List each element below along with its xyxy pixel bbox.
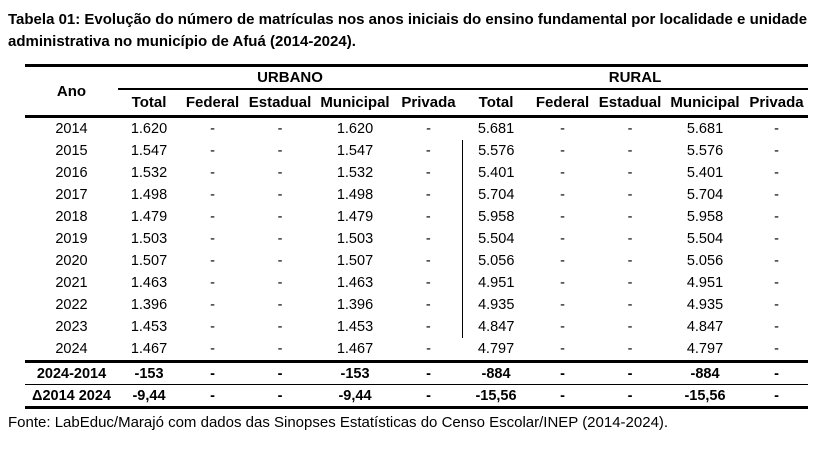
year-cell: 2015 bbox=[55, 143, 88, 159]
value-cell: 1.467 bbox=[130, 341, 168, 357]
value-cell: - bbox=[210, 231, 215, 247]
value-cell: 5.681 bbox=[686, 121, 724, 137]
value-cell: - bbox=[277, 187, 283, 203]
table-body bbox=[25, 117, 808, 362]
value-cell: - bbox=[627, 121, 633, 137]
value-cell: - bbox=[210, 275, 215, 291]
value-cell: - bbox=[395, 206, 462, 228]
year-cell: 2024 bbox=[55, 341, 88, 357]
value-cell: - bbox=[560, 143, 565, 159]
sub-header-row bbox=[25, 89, 808, 117]
value-cell: - bbox=[560, 209, 565, 225]
value-cell: 1.479 bbox=[336, 209, 374, 225]
summary-value-cell: -884 bbox=[481, 365, 511, 382]
value-cell: - bbox=[277, 121, 283, 137]
value-cell: 4.847 bbox=[478, 319, 515, 335]
summary-value-cell: -9,44 bbox=[132, 387, 166, 404]
value-cell: - bbox=[426, 121, 431, 137]
value-cell: - bbox=[210, 187, 215, 203]
value-cell: - bbox=[277, 297, 283, 313]
value-cell: 4.797 bbox=[477, 341, 515, 357]
summary-value-cell: -9,44 bbox=[338, 387, 372, 404]
column-header-ano: Ano bbox=[56, 82, 87, 100]
column-header-federal-rural: Federal bbox=[535, 94, 590, 111]
value-cell: - bbox=[627, 297, 633, 313]
column-header-estadual-rural: Estadual bbox=[598, 94, 662, 111]
table-row bbox=[25, 250, 808, 272]
value-cell: 5.056 bbox=[686, 253, 724, 269]
value-cell: - bbox=[774, 231, 779, 247]
value-cell: - bbox=[627, 275, 633, 291]
value-cell: - bbox=[774, 143, 779, 159]
table-row bbox=[25, 272, 808, 294]
value-cell: - bbox=[395, 162, 462, 184]
value-cell: - bbox=[395, 294, 462, 316]
value-cell: - bbox=[774, 121, 779, 137]
value-cell: - bbox=[774, 341, 779, 357]
value-cell: - bbox=[277, 143, 283, 159]
value-cell: - bbox=[560, 253, 565, 269]
summary-value-cell: -153 bbox=[340, 365, 370, 382]
value-cell: - bbox=[277, 165, 283, 181]
value-cell: - bbox=[627, 209, 633, 225]
value-cell: - bbox=[426, 341, 431, 357]
value-cell: 1.453 bbox=[130, 319, 168, 335]
value-cell: - bbox=[277, 341, 283, 357]
value-cell: 1.453 bbox=[336, 319, 374, 335]
column-header-total-rural: Total bbox=[478, 94, 514, 111]
column-header-federal-urbano: Federal bbox=[185, 94, 240, 111]
value-cell: - bbox=[395, 140, 462, 162]
value-cell: - bbox=[210, 209, 215, 225]
group-header-row bbox=[25, 66, 808, 90]
year-cell: 2018 bbox=[55, 209, 88, 225]
column-header-municipal-rural: Municipal bbox=[670, 94, 740, 111]
table-summary bbox=[25, 362, 808, 408]
value-cell: 1.463 bbox=[130, 275, 168, 291]
value-cell: - bbox=[277, 209, 283, 225]
value-cell: - bbox=[627, 253, 633, 269]
value-cell: - bbox=[774, 253, 779, 269]
column-group-urbano: URBANO bbox=[118, 66, 462, 90]
value-cell: - bbox=[210, 121, 215, 137]
value-cell: - bbox=[627, 341, 633, 357]
value-cell: 1.532 bbox=[336, 165, 374, 181]
table-row bbox=[25, 184, 808, 206]
summary-value-cell: - bbox=[426, 387, 431, 404]
value-cell: - bbox=[774, 187, 779, 203]
table-row bbox=[25, 228, 808, 250]
enrollment-table bbox=[25, 64, 808, 409]
value-cell: - bbox=[395, 250, 462, 272]
summary-value-cell: - bbox=[627, 387, 633, 404]
column-group-rural: RURAL bbox=[462, 66, 808, 90]
summary-row bbox=[25, 385, 808, 408]
value-cell: - bbox=[210, 165, 215, 181]
summary-value-cell: - bbox=[426, 365, 431, 382]
value-cell: 1.507 bbox=[336, 253, 374, 269]
table-row bbox=[25, 294, 808, 316]
value-cell: - bbox=[774, 209, 779, 225]
value-cell: 1.532 bbox=[130, 165, 168, 181]
value-cell: 1.396 bbox=[130, 297, 168, 313]
value-cell: 4.951 bbox=[478, 275, 515, 291]
value-cell: 1.498 bbox=[336, 187, 374, 203]
value-cell: - bbox=[774, 275, 779, 291]
value-cell: - bbox=[395, 228, 462, 250]
value-cell: - bbox=[210, 341, 215, 357]
value-cell: 5.056 bbox=[478, 253, 515, 269]
value-cell: - bbox=[395, 272, 462, 294]
summary-value-cell: - bbox=[627, 365, 633, 382]
value-cell: - bbox=[560, 297, 565, 313]
value-cell: - bbox=[560, 231, 565, 247]
value-cell: - bbox=[560, 121, 565, 137]
value-cell: 1.467 bbox=[336, 341, 374, 357]
value-cell: - bbox=[627, 231, 633, 247]
summary-value-cell: -153 bbox=[134, 365, 164, 382]
value-cell: 5.401 bbox=[478, 165, 515, 181]
value-cell: 5.958 bbox=[686, 209, 724, 225]
value-cell: - bbox=[277, 275, 283, 291]
value-cell: - bbox=[560, 319, 565, 335]
value-cell: - bbox=[774, 165, 779, 181]
value-cell: - bbox=[395, 316, 462, 338]
column-header-municipal-urbano: Municipal bbox=[320, 94, 390, 111]
value-cell: 4.797 bbox=[686, 341, 724, 357]
summary-value-cell: - bbox=[560, 365, 565, 382]
value-cell: 1.498 bbox=[130, 187, 168, 203]
summary-value-cell: - bbox=[774, 387, 779, 404]
summary-row bbox=[25, 362, 808, 385]
summary-value-cell: - bbox=[277, 365, 283, 382]
value-cell: - bbox=[210, 253, 215, 269]
year-cell: 2016 bbox=[55, 165, 88, 181]
value-cell: - bbox=[627, 187, 633, 203]
value-cell: 5.704 bbox=[478, 187, 515, 203]
value-cell: - bbox=[277, 231, 283, 247]
value-cell: - bbox=[395, 184, 462, 206]
summary-value-cell: -15,56 bbox=[475, 387, 517, 404]
year-cell: 2020 bbox=[55, 253, 88, 269]
value-cell: - bbox=[277, 319, 283, 335]
value-cell: 4.951 bbox=[686, 275, 724, 291]
value-cell: - bbox=[210, 297, 215, 313]
summary-value-cell: - bbox=[560, 387, 565, 404]
value-cell: - bbox=[560, 341, 565, 357]
value-cell: 1.396 bbox=[336, 297, 374, 313]
summary-value-cell: -884 bbox=[690, 365, 720, 382]
column-header-estadual-urbano: Estadual bbox=[248, 94, 312, 111]
column-header-total-urbano: Total bbox=[131, 94, 167, 111]
value-cell: - bbox=[560, 275, 565, 291]
summary-label-cell: 2024-2014 bbox=[36, 365, 107, 382]
value-cell: 5.576 bbox=[686, 143, 724, 159]
summary-value-cell: - bbox=[210, 387, 215, 404]
value-cell: - bbox=[774, 297, 779, 313]
source-note: Fonte: LabEduc/Marajó com dados das Sinopses Estatísticas do Censo Escolar/INEP (2014-2024). bbox=[8, 414, 669, 431]
value-cell: 5.576 bbox=[478, 143, 515, 159]
value-cell: 1.547 bbox=[336, 143, 374, 159]
value-cell: - bbox=[210, 143, 215, 159]
table-row bbox=[25, 338, 808, 362]
table-header bbox=[25, 66, 808, 117]
value-cell: 1.620 bbox=[336, 121, 374, 137]
value-cell: 4.935 bbox=[686, 297, 724, 313]
summary-value-cell: - bbox=[210, 365, 215, 382]
value-cell: 5.401 bbox=[686, 165, 724, 181]
value-cell: 5.504 bbox=[478, 231, 515, 247]
value-cell: - bbox=[627, 143, 633, 159]
table-row bbox=[25, 140, 808, 162]
value-cell: 1.547 bbox=[130, 143, 168, 159]
value-cell: - bbox=[560, 165, 565, 181]
year-cell: 2014 bbox=[55, 121, 88, 137]
table-row bbox=[25, 117, 808, 141]
table-title: Tabela 01: Evolução do número de matrículas nos anos iniciais do ensino fundamental por localidade e unidade administrativa no município de Afuá (2014-2024). bbox=[8, 11, 808, 50]
summary-value-cell: - bbox=[277, 387, 283, 404]
summary-label-cell: Δ2014 2024 bbox=[32, 387, 111, 404]
summary-value-cell: -15,56 bbox=[684, 387, 726, 404]
value-cell: 1.507 bbox=[130, 253, 168, 269]
value-cell: 1.463 bbox=[336, 275, 374, 291]
value-cell: 5.681 bbox=[477, 121, 515, 137]
value-cell: - bbox=[560, 187, 565, 203]
value-cell: - bbox=[210, 319, 215, 335]
value-cell: 5.504 bbox=[686, 231, 724, 247]
year-cell: 2017 bbox=[55, 187, 88, 203]
summary-value-cell: - bbox=[774, 365, 779, 382]
value-cell: 5.958 bbox=[478, 209, 515, 225]
year-cell: 2022 bbox=[55, 297, 88, 313]
value-cell: 4.935 bbox=[478, 297, 515, 313]
column-header-privada-rural: Privada bbox=[749, 94, 804, 111]
table-row bbox=[25, 206, 808, 228]
value-cell: 1.620 bbox=[130, 121, 168, 137]
table-row bbox=[25, 316, 808, 338]
year-cell: 2023 bbox=[55, 319, 88, 335]
year-cell: 2019 bbox=[55, 231, 88, 247]
column-header-privada-urbano: Privada bbox=[401, 94, 456, 111]
value-cell: - bbox=[774, 319, 779, 335]
year-cell: 2021 bbox=[55, 275, 88, 291]
value-cell: 4.847 bbox=[686, 319, 724, 335]
value-cell: 1.503 bbox=[130, 231, 168, 247]
value-cell: - bbox=[627, 165, 633, 181]
table-row bbox=[25, 162, 808, 184]
value-cell: 1.479 bbox=[130, 209, 168, 225]
value-cell: 5.704 bbox=[686, 187, 724, 203]
value-cell: - bbox=[627, 319, 633, 335]
value-cell: 1.503 bbox=[336, 231, 374, 247]
value-cell: - bbox=[277, 253, 283, 269]
